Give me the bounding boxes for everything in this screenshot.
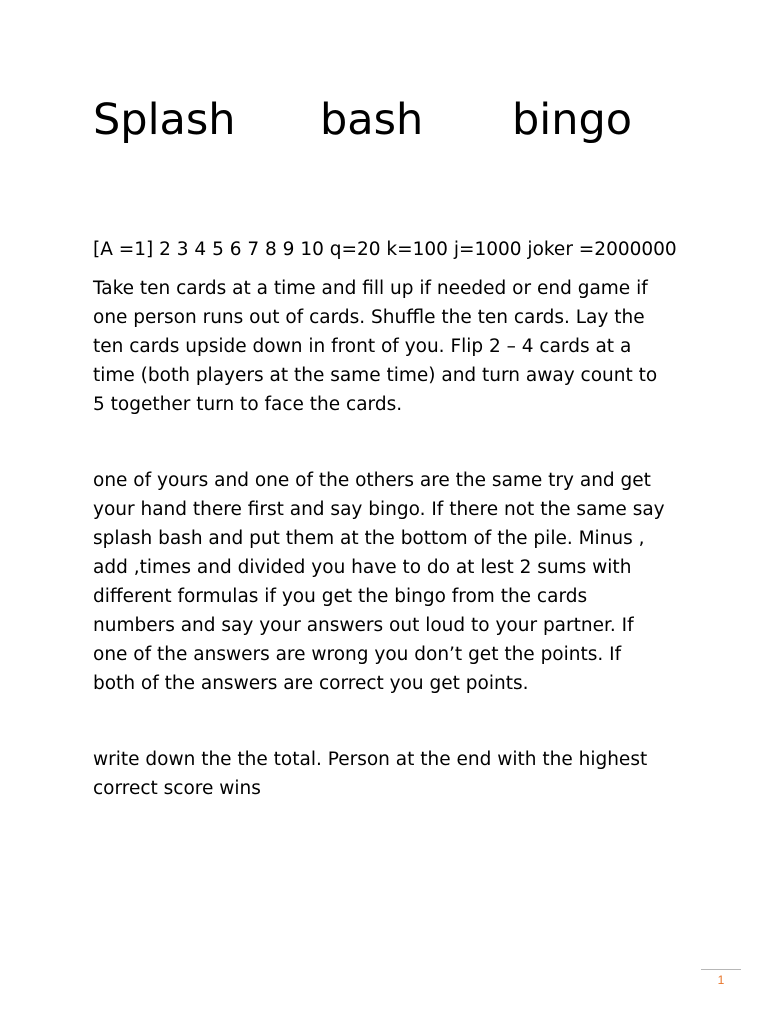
paragraph-line: numbers and say your answers out loud to your partner. If [93,615,634,636]
paragraph-line: write down the the total. Person at the end with the highest [93,749,648,770]
paragraph-line: 5 together turn to face the cards. [93,394,403,415]
rules-paragraph-1 [93,274,683,419]
paragraph-line: different formulas if you get the bingo from the cards [93,586,588,607]
paragraph-line: time (both players at the same time) and turn away count to [93,365,658,386]
footer-divider [701,969,741,970]
paragraph-line: ten cards upside down in front of you. Flip 2 – 4 cards at a [93,336,632,357]
paragraph-line: one person runs out of cards. Shuffle the ten cards. Lay the [93,307,645,328]
paragraph-line: one of the answers are wrong you don’t get the points. If [93,644,622,665]
rules-paragraph-3 [93,745,683,803]
paragraph-line: your hand there first and say bingo. If there not the same say [93,499,665,520]
paragraph-line: splash bash and put them at the bottom of the pile. Minus , [93,528,645,549]
card-values-line: [A =1] 2 3 4 5 6 7 8 9 10 q=20 k=100 j=1000 joker =2000000 [93,239,677,260]
title-word-splash: Splash [93,95,236,145]
paragraph-line: both of the answers are correct you get points. [93,673,529,694]
title-word-bash: bash [320,95,424,145]
page-title [93,92,653,148]
title-word-bingo: bingo [512,95,633,145]
page-number: 1 [717,973,725,987]
paragraph-line: Take ten cards at a time and fill up if needed or end game if [93,278,648,299]
paragraph-line: add ,times and divided you have to do at lest 2 sums with [93,557,632,578]
paragraph-line: one of yours and one of the others are the same try and get [93,470,651,491]
paragraph-line: correct score wins [93,778,261,799]
rules-paragraph-2 [93,466,683,698]
